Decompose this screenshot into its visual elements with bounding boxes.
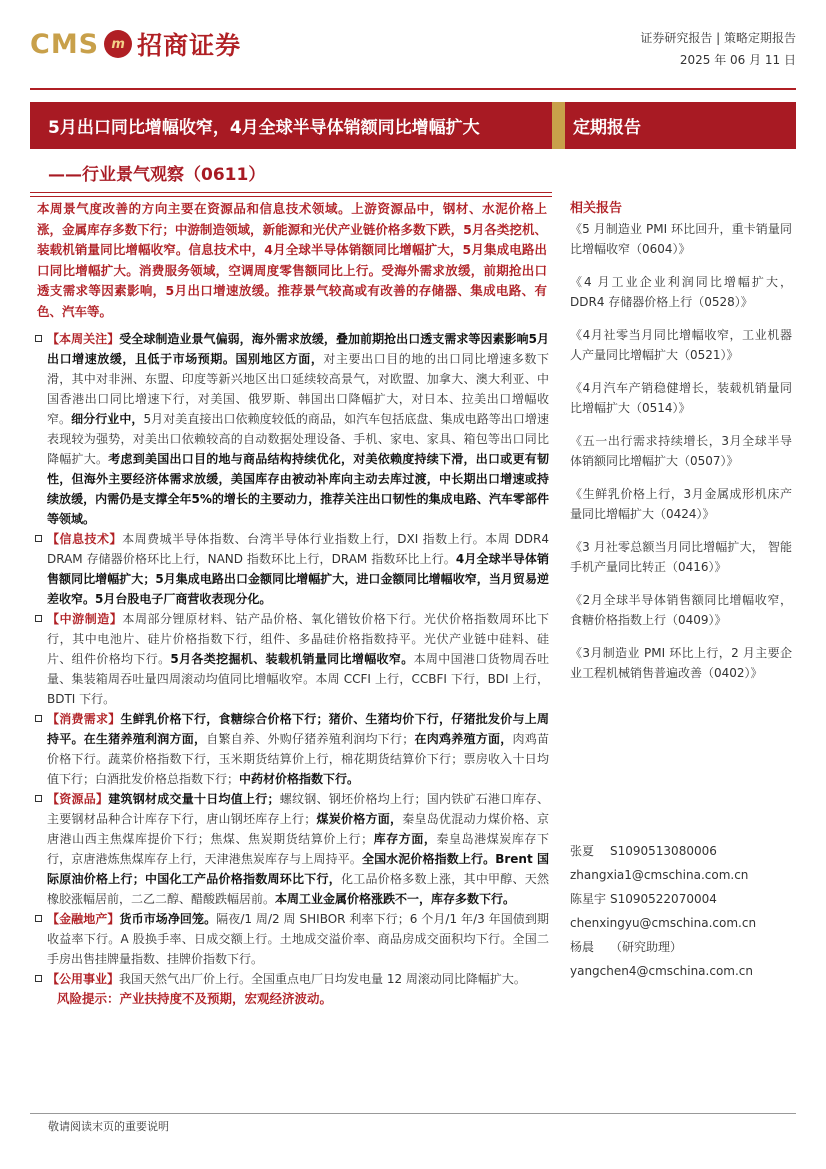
section-item: [37, 529, 549, 609]
section-text: 受全球制造业景气偏弱，海外需求放缓，叠加前期抢出口透支需求等因素影响5月出口增速放缓，且低于市场预期。国别地区方面，: [47, 332, 549, 366]
section-item: [37, 709, 549, 789]
section-tag: 【消费需求】: [47, 712, 121, 726]
analyst-list: [570, 839, 792, 983]
report-type-label: 定期报告: [565, 102, 796, 149]
section-text: 秦皇岛港煤炭库存下行，京唐港炼焦煤库存上行，天津港焦炭库存与上周持平。: [47, 832, 549, 866]
section-tag: 【中游制造】: [47, 612, 123, 626]
report-category: 证券研究报告 | 策略定期报告: [640, 31, 796, 45]
section-tag: 【本周关注】: [47, 332, 120, 346]
analyst-cert: S1090513080006: [610, 844, 717, 858]
footer-divider: [30, 1113, 796, 1114]
section-item: [37, 969, 549, 989]
related-report-link[interactable]: 《4 月工业企业利润同比增幅扩大， DDR4 存储器价格上行（0528）》: [570, 275, 792, 309]
analyst-email[interactable]: chenxingyu@cmschina.com.cn: [570, 916, 757, 930]
analyst-email[interactable]: yangchen4@cmschina.com.cn: [570, 964, 753, 978]
related-report-link[interactable]: 《4月汽车产销稳健增长，装载机销量同比增幅扩大（0514）》: [570, 381, 792, 415]
checkbox-bullet-icon: [35, 535, 42, 542]
section-text: 本周费城半导体指数、台湾半导体行业指数上行，DXI 指数上行。本周 DDR4 DRAM 存储器价格环比上行，NAND 指数环比上行，DRAM 指数环比上行。: [47, 532, 549, 566]
section-text: 货币市场净回笼。: [119, 912, 217, 926]
related-report-link[interactable]: 《2月全球半导体销售额同比增幅收窄， 食糖价格指数上行（0409）》: [570, 593, 792, 627]
analyst-email[interactable]: zhangxia1@cmschina.com.cn: [570, 868, 749, 882]
analyst-row: [570, 887, 792, 911]
checkbox-bullet-icon: [35, 795, 42, 802]
analyst-row: [570, 935, 792, 959]
header-meta: [640, 27, 796, 71]
related-reports-title: 相关报告: [570, 201, 623, 216]
subtitle-divider: [30, 192, 552, 193]
title-accent-strip: [552, 102, 565, 149]
section-item: [37, 789, 549, 909]
checkbox-bullet-icon: [35, 335, 42, 342]
checkbox-bullet-icon: [35, 915, 42, 922]
header-divider: [30, 88, 796, 90]
checkbox-bullet-icon: [35, 615, 42, 622]
related-report-link[interactable]: 《生鲜乳价格上行，3月金属成形机床产量同比增幅扩大（0424）》: [570, 487, 792, 521]
logo-chinese-name: 招商证券: [137, 31, 242, 60]
section-tag: 【信息技术】: [47, 532, 123, 546]
section-text: 肉鸡苗价格下行。蔬菜价格指数下行，玉米期货结算价上行，棉花期货结算价下行；票房收入十日均值下行；白酒批发价格总指数下行；: [47, 732, 549, 786]
section-text: 库存方面，: [373, 832, 437, 846]
section-tag: 【资源品】: [47, 792, 109, 806]
section-text: 全国水泥价格指数上行。Brent 国际原油价格上行；中国化工产品价格指数周环比下行，: [47, 852, 549, 886]
section-tag: 【公用事业】: [47, 972, 120, 986]
risk-warning: 风险提示：产业扶持度不及预期，宏观经济波动。: [57, 991, 333, 1006]
report-date: 2025 年 06 月 11 日: [679, 53, 796, 67]
section-text: 化工品价格多数上涨，其中甲醇、天然橡胶涨幅居前，二乙二醇、醋酸跌幅居前。: [47, 872, 549, 906]
section-text: 本周部分锂原材料、钴产品价格、氧化镨钕价格下行。光伏价格指数周环比下行，其中电池片、硅片价格指数下行，组件、多晶硅价格指数持平。光伏产业链中硅料、硅片、组件价格均下行。: [47, 612, 549, 666]
section-text: 自繁自养、外购仔猪养殖利润均下行；: [206, 732, 415, 746]
checkbox-bullet-icon: [35, 715, 42, 722]
section-text: 本周中国港口货物周吞吐量、集装箱周吞吐量四周滚动均值同比增幅收窄。本周 CCFI 上行，CCBFI 下行，BDI 上行，BDTI 下行。: [47, 652, 549, 706]
section-item: [37, 329, 549, 529]
section-text: 考虑到美国出口目的地与商品结构持续优化，对美依赖度持续下滑，出口或更有韧性，但海外主要经济体需求放缓，美国库存由被动补库向主动去库过渡，中长期出口增速或持续放缓，内需仍是支撑全年5%的增长的主要动力，推荐关注出口韧性的集成电路、汽车零部件等领域。: [47, 452, 549, 526]
footer-note: 敬请阅读末页的重要说明: [48, 1120, 169, 1133]
analyst-row: [570, 839, 792, 863]
analyst-name: 张夏: [570, 844, 595, 858]
section-text: 隔夜/1 周/2 周 SHIBOR 利率下行；6 个月/1 年/3 年国债到期收益率下行。A 股换手率、日成交额上行。土地成交溢价率、商品房成交面积均下行。全国二手房出售挂牌量指数、挂牌价指数下行。: [47, 912, 549, 966]
section-item: [37, 609, 549, 709]
analyst-name: 杨晨: [570, 940, 595, 954]
related-report-link[interactable]: 《4月社零当月同比增幅收窄，工业机器人产量同比增幅扩大（0521）》: [570, 328, 792, 362]
section-text: 秦皇岛优混动力煤价格、京唐港山西主焦煤库提价下行；焦煤、焦炭期货结算价上行；: [47, 812, 549, 846]
related-report-link[interactable]: 《3月制造业 PMI 环比上行，2 月主要企业工程机械销售普遍改善（0402）》: [570, 646, 792, 680]
section-text: 在肉鸡养殖方面，: [414, 732, 513, 746]
related-report-link[interactable]: 《3 月社零总额当月同比增幅扩大， 智能手机产量同比转正（0416）》: [570, 540, 792, 574]
section-text: 建筑钢材成交量十日均值上行；: [108, 792, 280, 806]
summary-paragraph: 本周景气度改善的方向主要在资源品和信息技术领域。上游资源品中，钢材、水泥价格上涨，金属库存多数下行；中游制造领域，新能源和光伏产业链价格多数下跌，5月各类挖机、装载机销量同比增幅收窄。信息技术中，4月全球半导体销额同比增幅扩大，5月集成电路出口同比增幅扩大。消费服务领域，空调周度零售额同比上行。受海外需求放缓，前期抢出口透支需求等因素影响，5月出口增速放缓。推荐景气较高或有改善的存储器、集成电路、有色、汽车等。: [37, 201, 547, 319]
section-text: 5月对美直接出口依赖度较低的商品，如汽车包括底盘、集成电路等出口增速表现较为强势，对美出口依赖较高的自动数据处理设备、手机、家电、家具、箱包等出口同比降幅扩大。: [47, 412, 549, 466]
analyst-name: 陈星宇: [570, 892, 607, 906]
section-text: 螺纹钢、钢坯价格均上行；国内铁矿石港口库存、主要钢材品种合计库存下行，唐山钢坯库存上行；: [47, 792, 549, 826]
section-text: 5月各类挖掘机、装载机销量同比增幅收窄。: [170, 652, 414, 666]
section-tag: 【金融地产】: [47, 912, 120, 926]
section-text: 煤炭价格方面，: [316, 812, 403, 826]
related-reports: [570, 199, 792, 696]
section-list: [37, 329, 549, 1009]
section-text: 生鲜乳价格下行，食糖综合价格下行；猪价、生猪均价下行，仔猪批发价与上周持平。在生猪养殖利润方面，: [47, 712, 549, 746]
report-title: 5月出口同比增幅收窄，4月全球半导体销额同比增幅扩大: [30, 102, 552, 149]
related-report-link[interactable]: 《5 月制造业 PMI 环比回升，重卡销量同比增幅收窄（0604）》: [570, 222, 792, 256]
logo-mark-icon: m: [104, 30, 132, 58]
analyst-cert: （研究助理）: [610, 940, 683, 954]
checkbox-bullet-icon: [35, 975, 42, 982]
section-text: 中药材价格指数下行。: [239, 772, 360, 786]
section-text: 对主要出口目的地的出口同比增速多数下滑，其中对非洲、东盟、印度等新兴地区出口延续较高景气，对欧盟、加拿大、澳大利亚、中国香港出口同比增速下行，对美国、俄罗斯、韩国出口降幅扩大，对日本、拉美出口增幅收窄。: [47, 352, 549, 426]
related-report-link[interactable]: 《五一出行需求持续增长，3月全球半导体销额同比增幅扩大（0507）》: [570, 434, 792, 468]
analyst-cert: S1090522070004: [610, 892, 717, 906]
section-item: [37, 909, 549, 969]
section-text: 本周工业金属价格涨跌不一，库存多数下行。: [275, 892, 516, 906]
company-logo: [30, 22, 241, 66]
logo-text: CMS: [30, 28, 100, 60]
section-text: 4月全球半导体销售额同比增幅扩大；5月集成电路出口金额同比增幅扩大，进口金额同比增幅收窄，当月贸易逆差收窄。5月台股电子厂商营收表现分化。: [47, 552, 549, 606]
subtitle-divider-2: [30, 196, 552, 197]
section-text: 我国天然气出厂价上行。全国重点电厂日均发电量 12 周滚动同比降幅扩大。: [119, 972, 526, 986]
section-text: 细分行业中，: [71, 412, 144, 426]
report-subtitle: ——行业景气观察（0611）: [48, 165, 266, 185]
